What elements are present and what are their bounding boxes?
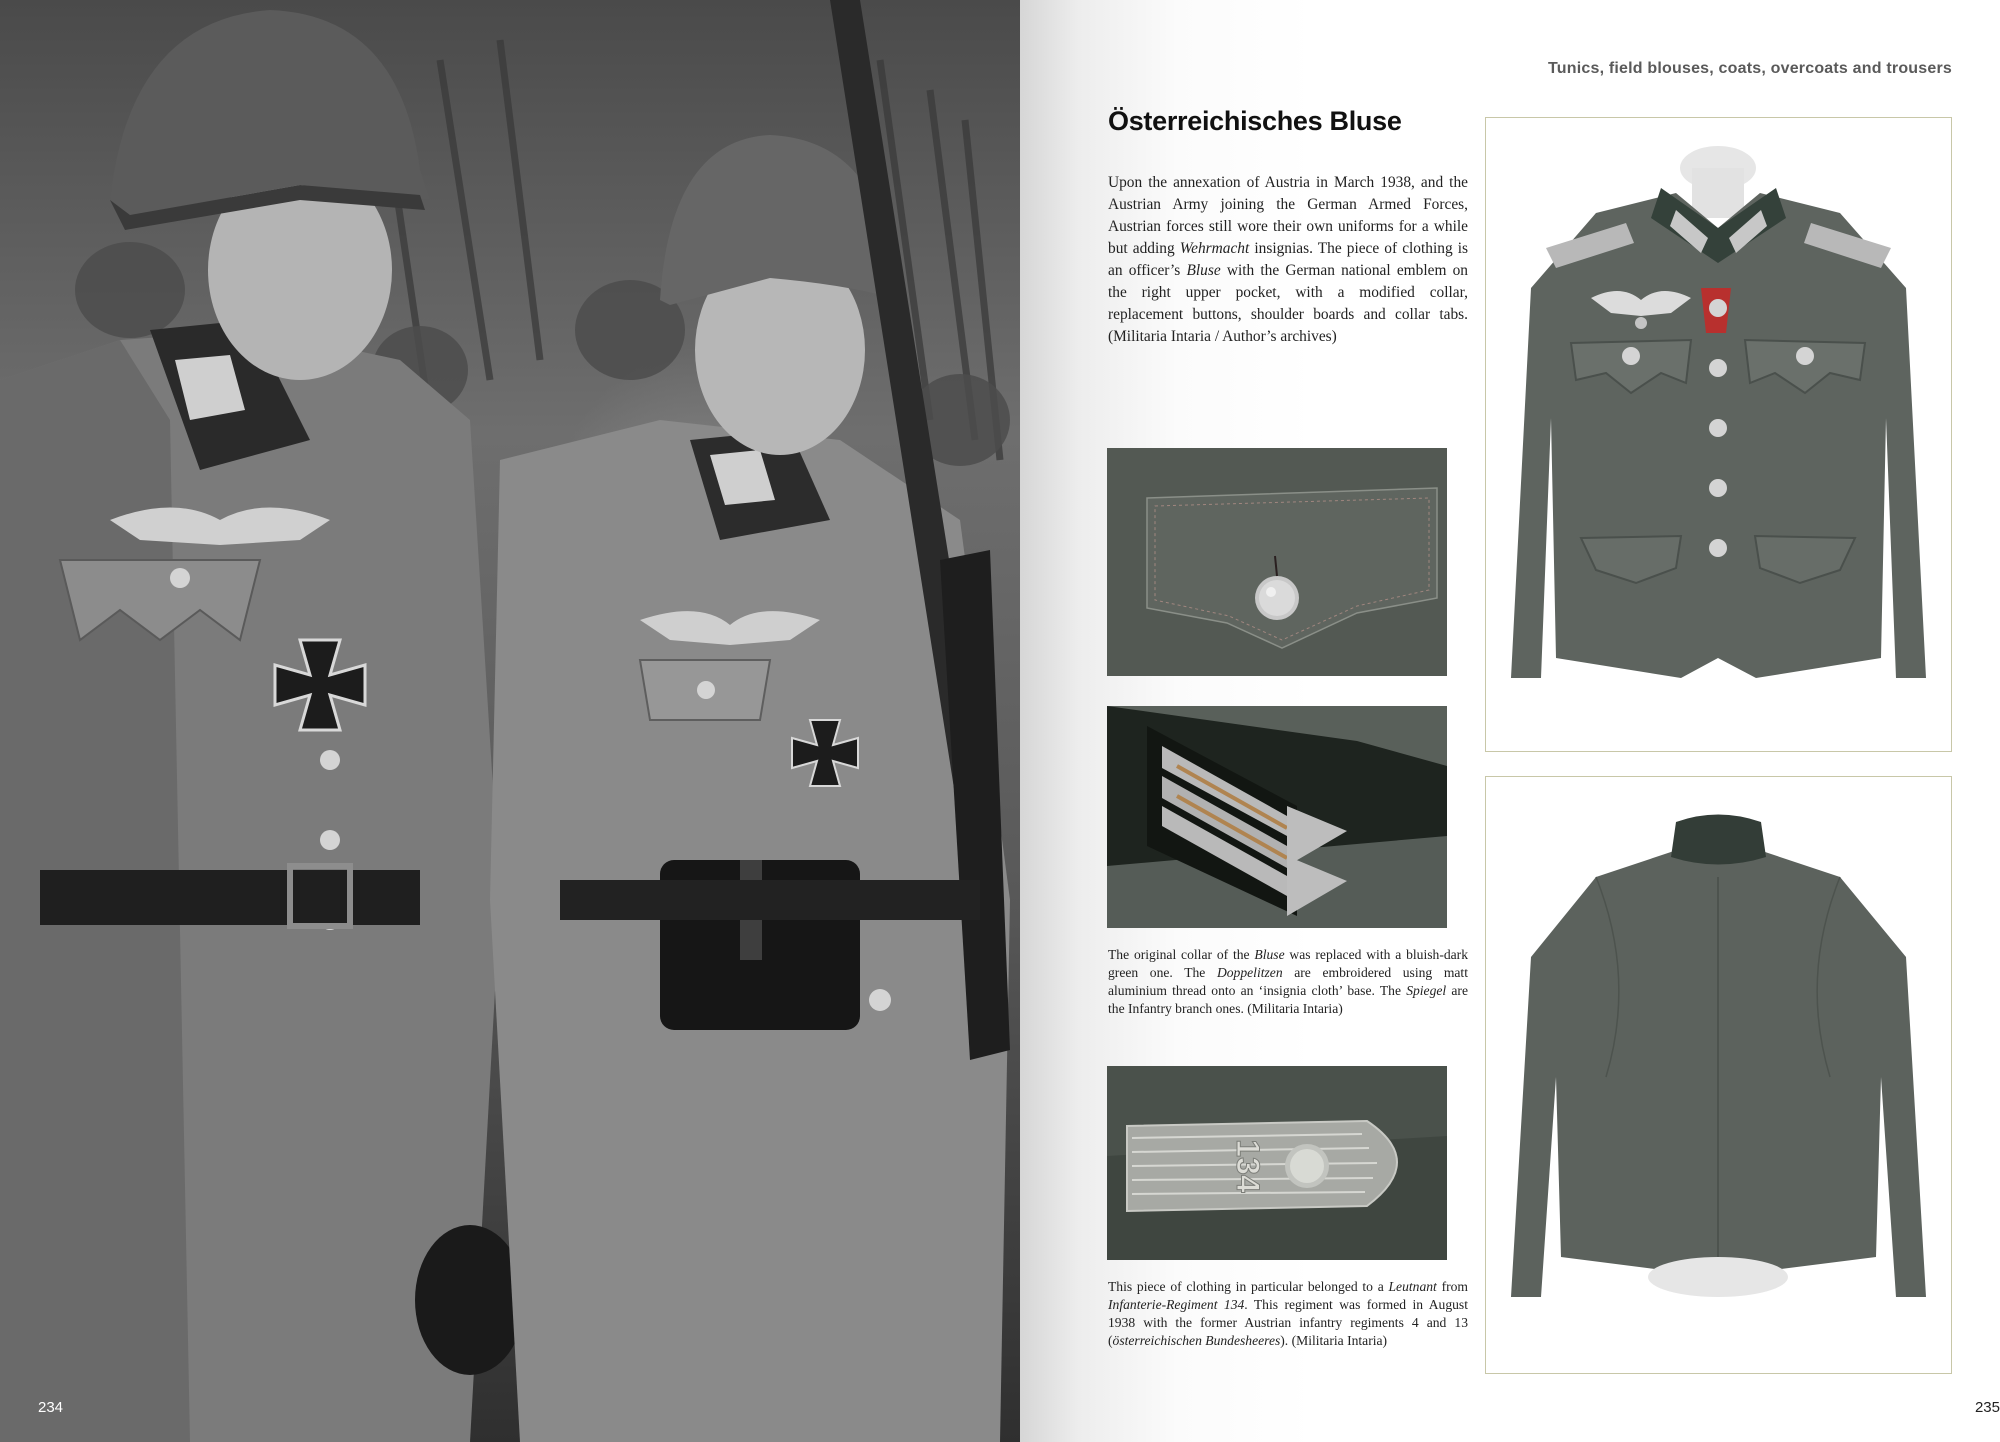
tunic-front-photo [1485,117,1952,752]
shoulder-board-caption: This piece of clothing in particular belonged to a Leutnant from Infanterie-Regiment 134. This regiment was formed in August 1938 with the former Austrian infantry regiments 4 and 13 (österreichischen Bundesheeres). (Militaria Intaria) [1108,1279,1468,1348]
left-page-number: 234 [38,1399,64,1416]
shoulder-board-detail-photo [1107,1066,1447,1260]
pocket-detail-photo [1107,448,1447,676]
intro-paragraph: Upon the annexation of Austria in March 1938, and the Austrian Army joining the German Armed Forces, Austrian forces still wore their own uniforms for a while but adding Wehrmacht insignias. The piece of clothing is an officer’s Bluse with the German national emblem on the right upper pocket, with a modified collar, replacement buttons, shoulder boards and collar tabs. (Militaria Intaria / Author’s archives) [1108,174,1468,345]
collar-caption: The original collar of the Bluse was replaced with a bluish-dark green one. The Doppelitzen are embroidered using matt aluminium thread onto an ‘insignia cloth’ base. The Spiegel are the Infantry branch ones. (Militaria Intaria) [1108,947,1468,1016]
right-page-number: 235 [1974,1399,2000,1416]
tunic-back-photo [1485,776,1952,1374]
running-header: Tunics, field blouses, coats, overcoats and trousers [1548,60,1952,77]
shoulder-board-number: 134 [1230,1139,1266,1193]
right-page [1020,0,2000,1442]
section-title: Österreichisches Bluse [1108,106,1402,136]
collar-tab-detail-photo [1107,706,1447,928]
